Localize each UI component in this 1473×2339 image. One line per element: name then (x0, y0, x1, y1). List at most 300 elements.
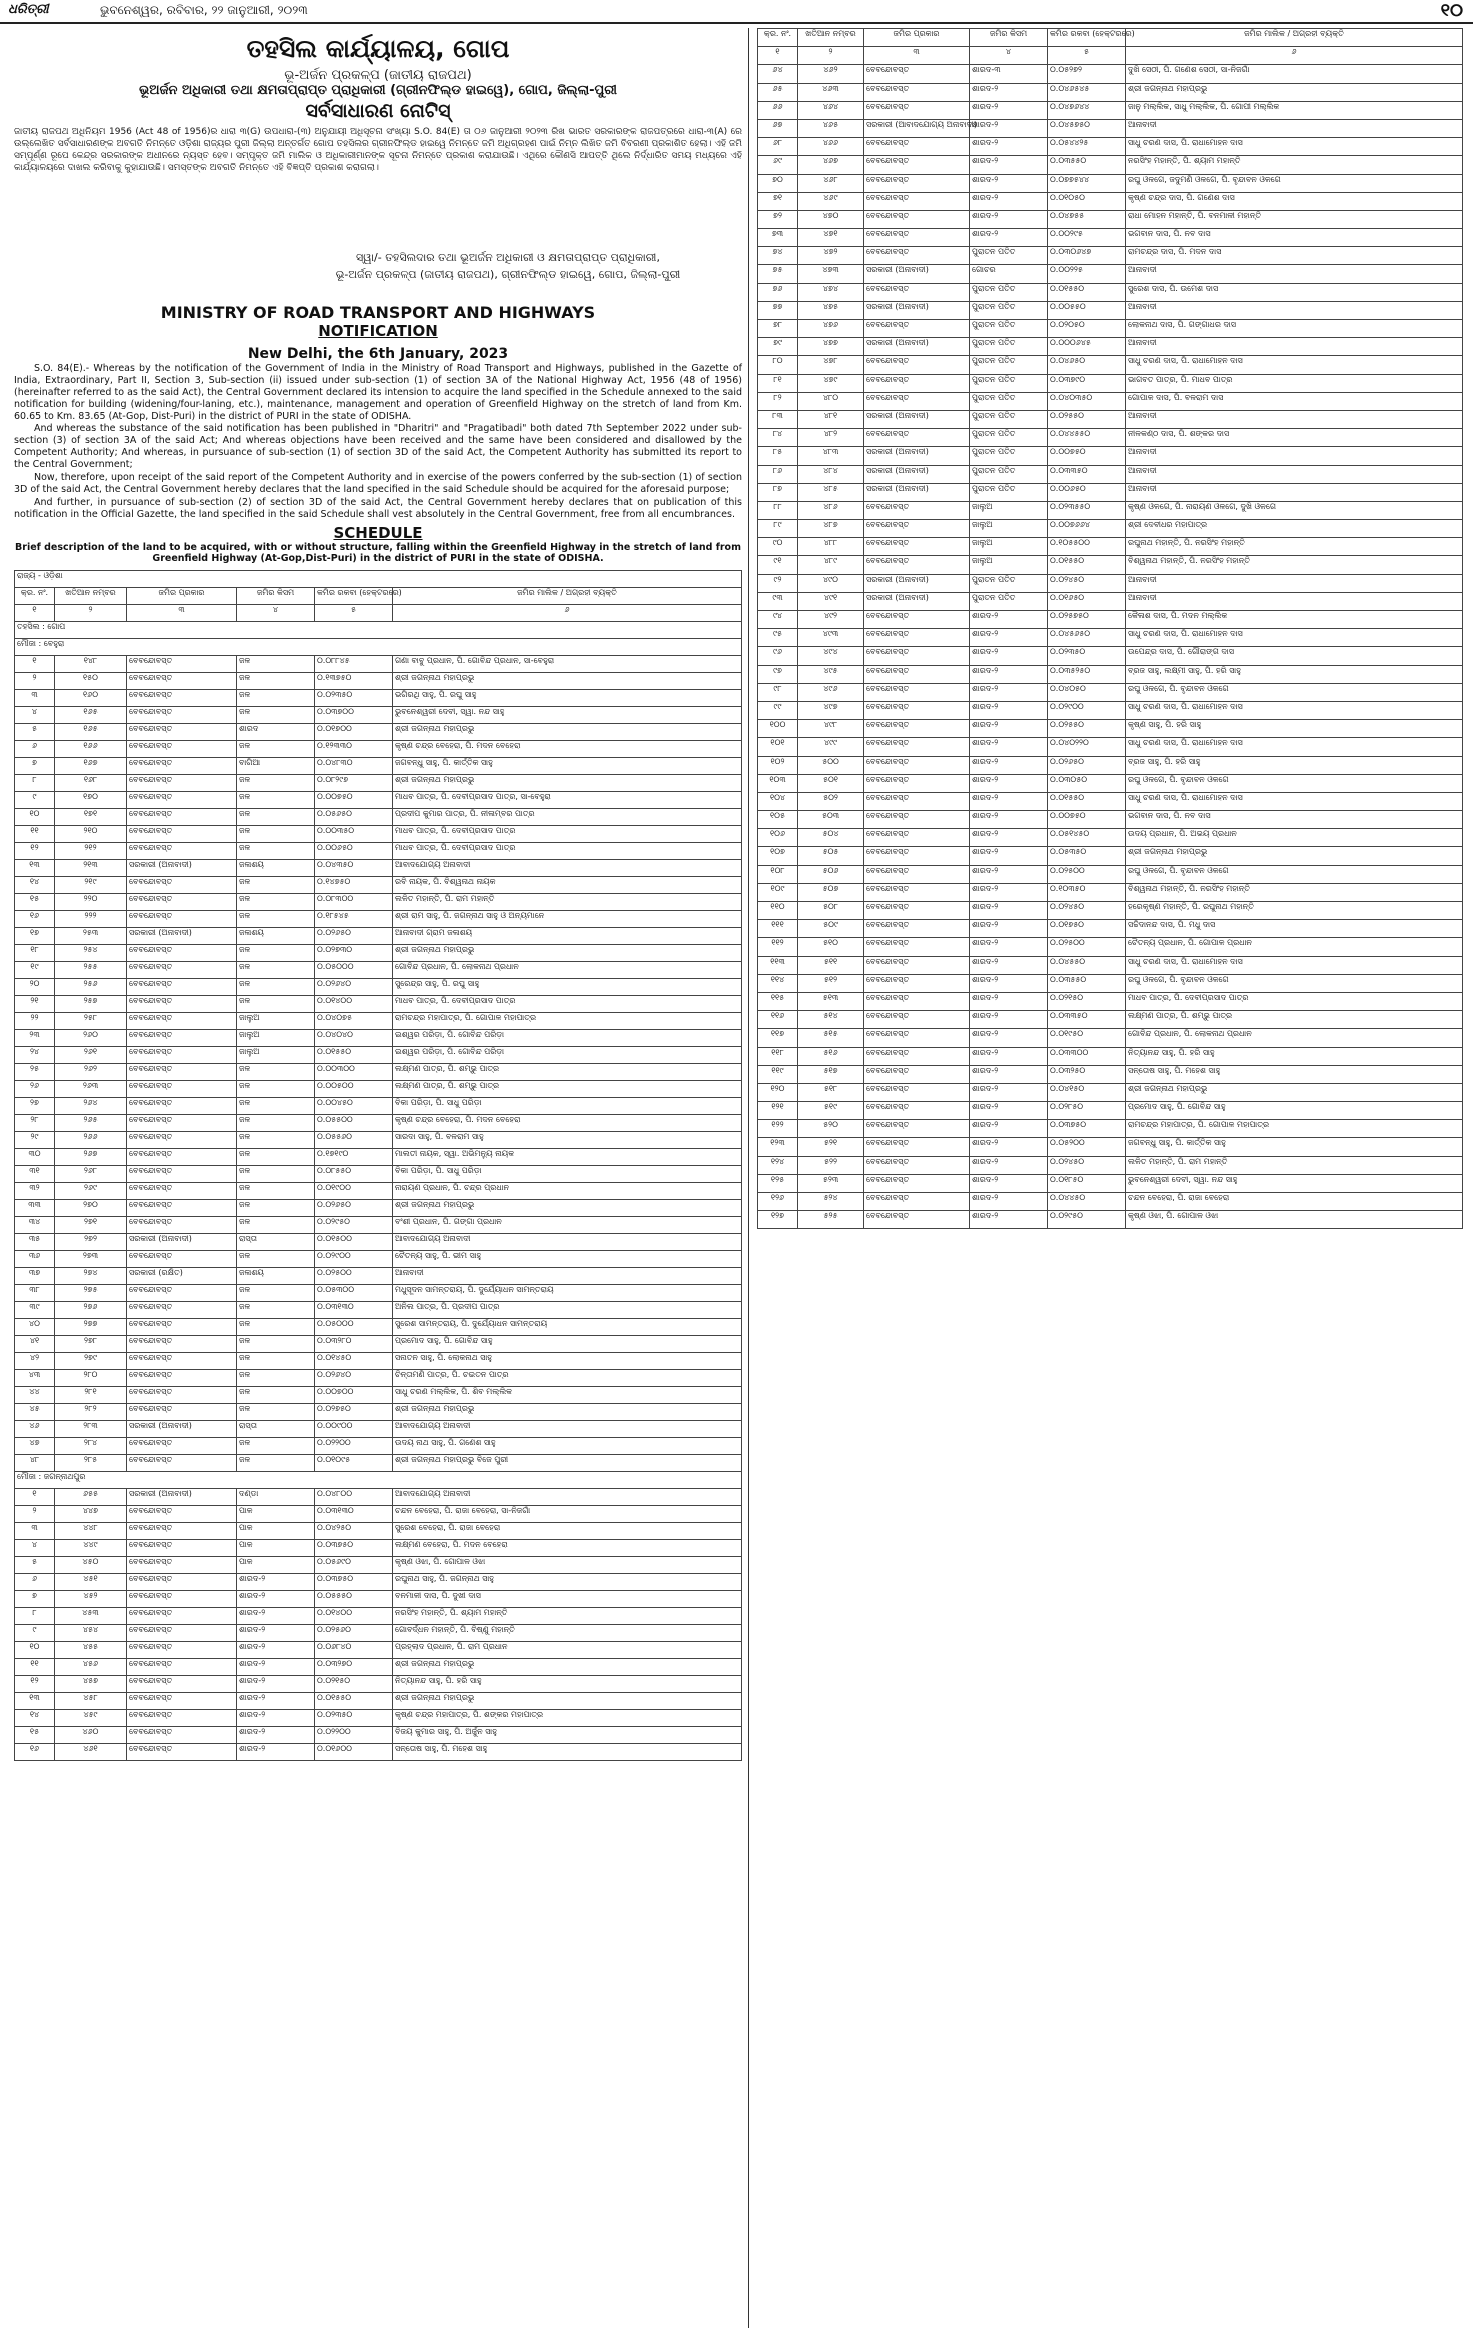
table-cell: ବେବନ୍ଦୋବସ୍ତ (127, 1676, 237, 1693)
table-row (15, 1166, 742, 1183)
table-cell: ବେବନ୍ଦୋବସ୍ତ (864, 756, 970, 774)
village-row (15, 639, 742, 656)
table-cell: ବେବନ୍ଦୋବସ୍ତ (127, 707, 237, 724)
table-cell: ଶାରଦ-୨ (970, 629, 1048, 647)
table-row (15, 1540, 742, 1557)
table-cell: ୪୧ (15, 1336, 55, 1353)
table-cell: ୫୧୨ (798, 974, 864, 992)
village-cell: ମୌଜା : ଜଗନ୍ନାଥପୁର (15, 1472, 742, 1489)
table-cell: ୧୬୬ (55, 741, 127, 758)
table-cell: ଜଳ (237, 911, 315, 928)
table-row (758, 1193, 1463, 1211)
table-cell: ଶାରଦ-୨ (970, 720, 1048, 738)
table-cell: ଶାରଦ-୩ (970, 65, 1048, 83)
table-cell: ୬ (15, 741, 55, 758)
table-cell: ଚନ୍ଦନ ବେହେରା, ପି. ରାଜା ବେହେରା (1126, 1193, 1463, 1211)
table-cell: ୬୬ (758, 101, 798, 119)
table-row (15, 1149, 742, 1166)
column-number: ୫ (1048, 47, 1126, 65)
table-cell: ବେବନ୍ଦୋବସ୍ତ (127, 1132, 237, 1149)
table-cell: ବ୍ରଜ ସାହୁ, ପି. ହରି ସାହୁ (1126, 756, 1463, 774)
table-row (758, 1102, 1463, 1120)
table-cell: ୦.୦୦୬୫୦ (315, 843, 393, 860)
table-row (758, 611, 1463, 629)
table-cell: ଲକ୍ଷ୍ମଣ ପାତ୍ର, ପି. ଶମ୍ଭୁ ପାତ୍ର (393, 1064, 742, 1081)
table-cell: ୫୧୫ (798, 1029, 864, 1047)
table-cell: ୦.୦୧୪୦୦ (315, 1608, 393, 1625)
tahasil-cell: ତହସିଲ : ଗୋପ (15, 622, 742, 639)
table-cell: ଉଦୟ ପ୍ରଧାନ, ପି. ଅଭୟ ପ୍ରଧାନ (1126, 829, 1463, 847)
table-row (15, 792, 742, 809)
table-cell: ସୁରେଶ ବେହେରା, ପି. ରାଜା ବେହେରା (393, 1523, 742, 1540)
table-row (758, 683, 1463, 701)
table-cell: ଆନାବାଦୀ (1126, 574, 1463, 592)
table-cell: ୨୨୦ (55, 894, 127, 911)
table-cell: ୨୨ (15, 1013, 55, 1030)
table-cell: ୧୭୦ (55, 792, 127, 809)
table-cell: ୦.୧୩୭୫୦ (315, 673, 393, 690)
table-cell: ବେବନ୍ଦୋବସ୍ତ (864, 210, 970, 228)
table-cell: ୧୭ (15, 928, 55, 945)
table-cell: ୦.୦୮୫୫୦ (315, 1166, 393, 1183)
table-cell: ବେବନ୍ଦୋବସ୍ତ (127, 1302, 237, 1319)
table-cell: ଭୁବନେଶ୍ୱରୀ ଦେବୀ, ସ୍ୱା. ନନ୍ଦ ସାହୁ (1126, 1174, 1463, 1192)
table-cell: ଜଳ (237, 707, 315, 724)
table-cell: ୮୧ (758, 374, 798, 392)
table-cell: ଚିନ୍ତାମଣି ପାତ୍ର, ପି. ଚଇତନ ପାତ୍ର (393, 1370, 742, 1387)
table-cell: ୫୧୯ (798, 1102, 864, 1120)
table-cell: ୨୬୮ (55, 1166, 127, 1183)
table-cell: ପୁରାତନ ପତିତ (970, 338, 1048, 356)
table-cell: ୨୫୫ (55, 962, 127, 979)
table-cell: ୭୨ (758, 210, 798, 228)
table-cell: ୧୯ (15, 962, 55, 979)
table-row (758, 992, 1463, 1010)
table-cell: ୦.୦୫୨୭୨ (1048, 65, 1126, 83)
table-cell: ୨୭୮ (55, 1336, 127, 1353)
table-cell: ଶାରଦ-୨ (970, 101, 1048, 119)
table-cell: ଭଗିରଥି ସାହୁ, ପି. ରଘୁ ସାହୁ (393, 690, 742, 707)
table-cell: ସାଧୁ ଚରଣ ଦାସ, ପି. ରାଧାମୋହନ ଦାସ (1126, 701, 1463, 719)
table-cell: ୫୨୦ (798, 1120, 864, 1138)
table-cell: ୧୬୫ (55, 707, 127, 724)
notice-title: ତହସିଲ କାର୍ଯ୍ୟାଳୟ, ଗୋପ (246, 34, 510, 63)
table-cell: ୪୬୮ (798, 174, 864, 192)
table-cell: ୦.୦୮୮୪୫ (315, 656, 393, 673)
table-row (15, 1098, 742, 1115)
table-cell: ଦଣ୍ଡା (237, 1489, 315, 1506)
table-cell: ଶାରଦ-୨ (970, 1029, 1048, 1047)
table-cell: ବେବନ୍ଦୋବସ୍ତ (127, 1574, 237, 1591)
table-cell: କୃଷ୍ଣ ଚନ୍ଦ୍ର ବେହେରା, ପି. ମଦନ ବେହେରା (393, 741, 742, 758)
table-cell: ୧୧୫ (758, 992, 798, 1010)
table-cell: ଲକ୍ଷ୍ମଣ ପାତ୍ର, ପି. ଶମ୍ଭୁ ପାତ୍ର (393, 1081, 742, 1098)
table-row (15, 1302, 742, 1319)
table-cell: ବେବନ୍ଦୋବସ୍ତ (864, 101, 970, 119)
table-row (15, 1047, 742, 1064)
table-row (15, 1591, 742, 1608)
table-cell: ୯୫ (758, 629, 798, 647)
table-cell: ୧୧ (15, 1659, 55, 1676)
table-cell: ୨୧୦ (55, 826, 127, 843)
table-cell: ଜଳାଶୟ (237, 1268, 315, 1285)
table-cell: ୪୦ (15, 1319, 55, 1336)
table-cell: ଜାଲୁଅ (970, 520, 1048, 538)
table-cell: ୦.୦୧୮୫୦ (1048, 1174, 1126, 1192)
table-cell: ବେବନ୍ଦୋବସ୍ତ (127, 979, 237, 996)
table-cell: ୫୦୮ (798, 902, 864, 920)
table-cell: ୦.୦୧୯୫୦ (1048, 1029, 1126, 1047)
table-cell: ବେବନ୍ଦୋବସ୍ତ (864, 738, 970, 756)
table-row (758, 556, 1463, 574)
table-cell: ୦.୦୮୨୯୭ (315, 775, 393, 792)
village-row (15, 1472, 742, 1489)
table-cell: ବେବନ୍ଦୋବସ୍ତ (127, 724, 237, 741)
english-paragraph-4: And further, in pursuance of sub-section (2) of section 3D of the said Act, the Central Government hereby declares that on publication of this notification in the Official Gazette, the land specified in the said Schedule shall vest absolutely in the Central Government, free from all encumbrances. (14, 496, 742, 520)
table-row (15, 877, 742, 894)
table-cell: ୯ (15, 792, 55, 809)
table-cell: ମାଧବ ପାତ୍ର, ପି. ଦେବୀପ୍ରସାଦ ପାତ୍ର (1126, 992, 1463, 1010)
table-cell: ୦.୦୬୮୪୦ (315, 1642, 393, 1659)
table-cell: ୫୨୨ (798, 1156, 864, 1174)
table-cell: ବେବନ୍ଦୋବସ୍ତ (864, 192, 970, 210)
table-cell: ୧୦୯ (758, 883, 798, 901)
table-cell: ୦.୦୦୭୫୦ (1048, 811, 1126, 829)
state-cell: ରାଜ୍ୟ - ଓଡ଼ିଶା (15, 571, 742, 588)
table-cell: ସରକାରୀ (ରକ୍ଷିତ) (127, 1268, 237, 1285)
table-cell: ୦.୦୨୯୦୦ (315, 1251, 393, 1268)
table-cell: ୨୯ (15, 1132, 55, 1149)
column-number: ୫ (315, 605, 393, 622)
table-cell: ସୁରେଶ ଦାସ, ପି. ଉମେଶ ଦାସ (1126, 283, 1463, 301)
table-row (15, 1727, 742, 1744)
table-cell: ୨୬୦ (55, 1030, 127, 1047)
table-cell: ୪୮୮ (798, 538, 864, 556)
table-cell: ୦.୦୪୮୦୦ (315, 1489, 393, 1506)
table-cell: ୪୯୧ (798, 592, 864, 610)
table-cell: ୪୭୩ (798, 265, 864, 283)
signature-line-2: ଭୂ-ଅର୍ଜନ ପ୍ରକଳ୍ପ (ଜାତୀୟ ରାଜପଥ), ଗ୍ରୀନଫିଲ୍ଡ ହାଇୱେ, ଗୋପ, ଜିଲ୍ଲା-ପୁରୀ (335, 267, 681, 281)
table-cell: ରଘୁନାଥ ମହାନ୍ତି, ପି. ନରସିଂହ ମହାନ୍ତି (1126, 538, 1463, 556)
table-row (758, 192, 1463, 210)
table-cell: ୩୩ (15, 1200, 55, 1217)
table-cell: ବେବନ୍ଦୋବସ୍ତ (127, 1557, 237, 1574)
table-row (758, 792, 1463, 810)
table-cell: ୧୬୮ (55, 775, 127, 792)
table-cell: ୫୦୬ (798, 865, 864, 883)
table-cell: ଆବାଦଯୋଗ୍ୟ ଅନାବାଦୀ (393, 1489, 742, 1506)
table-cell: ୦.୦୫୨୦୦ (1048, 1138, 1126, 1156)
schedule-title: SCHEDULE (333, 524, 423, 543)
table-cell: ୨୬୨ (55, 1064, 127, 1081)
table-cell: ଶାରଦ-୨ (970, 611, 1048, 629)
table-cell: ଶାରଦ-୨ (970, 647, 1048, 665)
table-cell: ବେବନ୍ଦୋବସ୍ତ (864, 1065, 970, 1083)
table-cell: ୭୪ (758, 247, 798, 265)
table-cell: ୫୦୦ (798, 756, 864, 774)
table-cell: ବେବନ୍ଦୋବସ୍ତ (864, 647, 970, 665)
table-cell: ୭୭ (758, 301, 798, 319)
table-cell: ୧ (15, 656, 55, 673)
table-cell: ସରକାରୀ (ଅନାବାଦୀ) (864, 574, 970, 592)
table-cell: ରଘୁନାଥ ସାହୁ, ପି. ଜଗନ୍ନାଥ ସାହୁ (393, 1574, 742, 1591)
table-cell: ବେବନ୍ଦୋବସ୍ତ (127, 1608, 237, 1625)
table-cell: ସାଧୁ ଚରଣ ଦାସ, ପି. ରାଧାମୋହନ ଦାସ (1126, 138, 1463, 156)
table-row (758, 174, 1463, 192)
table-cell: ବେବନ୍ଦୋବସ୍ତ (864, 65, 970, 83)
table-cell: ୧୨୩ (758, 1138, 798, 1156)
table-cell: ପୁରାତନ ପତିତ (970, 301, 1048, 319)
table-row (15, 1217, 742, 1234)
table-row (758, 501, 1463, 519)
table-cell: ୪୬୯ (798, 192, 864, 210)
table-cell: ପ୍ରମୋଦ ସାହୁ, ପି. ଗୋବିନ୍ଦ ସାହୁ (1126, 1102, 1463, 1120)
table-cell: ୦.୦୧୦୫୦ (1048, 192, 1126, 210)
table-row (758, 447, 1463, 465)
table-cell: ୬୯ (758, 156, 798, 174)
table-cell: ୧୦୭ (758, 847, 798, 865)
table-cell: ୪ (15, 707, 55, 724)
table-cell: ଗୋବିନ୍ଦ ପ୍ରଧାନ, ପି. ଲୋକନାଥ ପ୍ରଧାନ (1126, 1029, 1463, 1047)
table-cell: ଶ୍ରୀ ଜଗନ୍ନାଥ ମହାପ୍ରଭୁ ବିଜେ ପୁରୀ (393, 1455, 742, 1472)
table-cell: ପୁରାତନ ପତିତ (970, 447, 1048, 465)
table-cell: ଆନାବାଦୀ (393, 1268, 742, 1285)
table-cell: ୫୧୪ (798, 1011, 864, 1029)
table-cell: ୧୪ (15, 1710, 55, 1727)
table-cell: ୫୨୧ (798, 1138, 864, 1156)
table-cell: ୪୫୮ (55, 1693, 127, 1710)
publication-name: ଧରିତ୍ରୀ (8, 2, 49, 17)
table-row (758, 101, 1463, 119)
table-row (15, 1421, 742, 1438)
table-cell: ୦.୦୪୬୫୪୫ (1048, 83, 1126, 101)
table-cell: ୦.୦୨୩୫୫୦ (1048, 501, 1126, 519)
table-cell: ୮୪ (758, 429, 798, 447)
table-cell: ବେବନ୍ଦୋବସ୍ତ (127, 962, 237, 979)
table-row (758, 956, 1463, 974)
table-cell: ୦.୦୩୦୬୪୭ (1048, 247, 1126, 265)
table-cell: ୨୧୯ (55, 877, 127, 894)
table-cell: ୦.୦୦୩୦୦ (315, 1064, 393, 1081)
table-row (758, 738, 1463, 756)
table-cell: ଭଗବାନ ଦାସ, ପି. ନବ ଦାସ (1126, 811, 1463, 829)
table-row (758, 301, 1463, 319)
table-cell: ସାଧୁ ଚରଣ ଦାସ, ପି. ରାଧାମୋହନ ଦାସ (1126, 738, 1463, 756)
table-cell: ଶାରଦ-୨ (970, 683, 1048, 701)
table-cell: ବେବନ୍ଦୋବସ୍ତ (864, 392, 970, 410)
table-cell: ବେବନ୍ଦୋବସ୍ତ (127, 1251, 237, 1268)
table-cell: ୪୩ (15, 1370, 55, 1387)
table-cell: ୭୩ (758, 229, 798, 247)
table-row (15, 1251, 742, 1268)
table-cell: ସରକାରୀ (ଅନାବାଦୀ) (127, 928, 237, 945)
table-cell: ଦୁଖି ସେଠୀ, ପି. ଗଣେଶ ସେଠୀ, ସା-ନିଜଗାଁ (1126, 65, 1463, 83)
table-cell: ୪୪ (15, 1387, 55, 1404)
table-cell: ବେବନ୍ଦୋବସ୍ତ (127, 792, 237, 809)
header-cell: ଜମିର ପ୍ରକାର (127, 588, 237, 605)
table-cell: ବେବନ୍ଦୋବସ୍ତ (127, 690, 237, 707)
table-cell: ଜଳ (237, 1336, 315, 1353)
table-cell: ୦.୦୨୪୫୦ (1048, 1156, 1126, 1174)
table-cell: ଇଶ୍ୱର ପରିଡ଼ା, ପି. ଗୋବିନ୍ଦ ପରିଡ଼ା (393, 1047, 742, 1064)
table-cell: ବେବନ୍ଦୋବସ୍ତ (127, 877, 237, 894)
table-cell: ୦.୦୫୪୪୨୫ (1048, 138, 1126, 156)
table-cell: ସନ୍ତୋଷ ସାହୁ, ପି. ମହେଶ ସାହୁ (1126, 1065, 1463, 1083)
table-cell: ଜଳ (237, 1438, 315, 1455)
header-cell: କମିର ରକବା (ହେକ୍ଟରରେ) (315, 588, 393, 605)
table-cell: ୨୭ (15, 1098, 55, 1115)
table-cell: ପୁରାତନ ପତିତ (970, 283, 1048, 301)
table-cell: ସାରଦା ସାହୁ, ପି. ବଳରାମ ସାହୁ (393, 1132, 742, 1149)
table-cell: ୧୬ (15, 911, 55, 928)
table-cell: ବଂଶୀ ପ୍ରଧାନ, ପି. ଗଙ୍ଗା ପ୍ରଧାନ (393, 1217, 742, 1234)
table-cell: ୨୭୧ (55, 1217, 127, 1234)
table-cell: ଆନାବାଦୀ (1126, 447, 1463, 465)
table-cell: ବିକା ପରିଡ଼ା, ପି. ସାଧୁ ପରିଡ଼ା (393, 1166, 742, 1183)
table-cell: ୨୮ (15, 1115, 55, 1132)
table-row (758, 829, 1463, 847)
table-cell: ୦.୦୨୬୪୦ (315, 1370, 393, 1387)
table-cell: ଆନାବାଦୀ (1126, 301, 1463, 319)
table-row (15, 809, 742, 826)
column-number: ୧ (758, 47, 798, 65)
table-cell: ୦.୦୦୫୫୦ (1048, 301, 1126, 319)
table-cell: ୪୯୫ (798, 665, 864, 683)
table-row (758, 720, 1463, 738)
table-cell: ୦.୦୦୨୯୫ (1048, 229, 1126, 247)
table-row (15, 1659, 742, 1676)
table-cell: ୪୭୫ (798, 301, 864, 319)
table-cell: ୦.୦୪୪୫୫୦ (1048, 429, 1126, 447)
table-cell: ୧୧୧ (758, 920, 798, 938)
table-cell: ବେବନ୍ଦୋବସ୍ତ (864, 920, 970, 938)
table-row (758, 920, 1463, 938)
table-row (15, 1642, 742, 1659)
table-row (15, 1404, 742, 1421)
table-cell: ଜଳ (237, 1183, 315, 1200)
table-cell: ଶ୍ରୀ ଜଗନ୍ନାଥ ମହାପ୍ରଭୁ (393, 1693, 742, 1710)
table-cell: ୦.୦୨୭୩୦ (315, 945, 393, 962)
table-cell: ୧୫ (15, 1727, 55, 1744)
table-cell: ଜଳ (237, 877, 315, 894)
table-cell: ଶାରଦ-୨ (970, 229, 1048, 247)
table-cell: ୨୭୩ (55, 1251, 127, 1268)
table-row (15, 911, 742, 928)
table-cell: ପାଳ (237, 1523, 315, 1540)
table-cell: ୬୪ (758, 65, 798, 83)
table-cell: ୨ (15, 673, 55, 690)
table-cell: ସରକାରୀ (ଅନାବାଦୀ) (864, 301, 970, 319)
table-cell: କୃଷ୍ଣ ଓଳଗେ, ପି. ନାରାୟଣ ଓଳଗେ, ଦୁଖି ଓଳଗେ (1126, 501, 1463, 519)
table-row (758, 1083, 1463, 1101)
table-cell: ବେବନ୍ଦୋବସ୍ତ (127, 1438, 237, 1455)
table-cell: ୦.୦୦୩୫୦ (315, 826, 393, 843)
table-row (15, 673, 742, 690)
table-cell: ବେବନ୍ଦୋବସ୍ତ (127, 1659, 237, 1676)
table-cell: ୦.୦୨୦୫୦ (1048, 320, 1126, 338)
table-cell: ୭୬ (758, 283, 798, 301)
table-cell: ୬୫ (758, 83, 798, 101)
table-cell: ୧୧୦ (758, 902, 798, 920)
table-cell: ୧୨ (15, 843, 55, 860)
table-cell: ୧୬ (15, 1744, 55, 1761)
table-cell: ବେବନ୍ଦୋବସ୍ତ (864, 938, 970, 956)
table-cell: ୦.୦୦୫୦୦ (315, 1081, 393, 1098)
table-cell: ରାସ୍ତା (237, 1234, 315, 1251)
table-cell: ଶାରଦ-୨ (970, 956, 1048, 974)
table-row (15, 1574, 742, 1591)
table-cell: ବେବନ୍ଦୋବସ୍ତ (127, 826, 237, 843)
table-cell: ୪୪୮ (55, 1523, 127, 1540)
table-cell: ବେବନ୍ଦୋବସ୍ତ (864, 1138, 970, 1156)
table-cell: ୪୫୦ (55, 1557, 127, 1574)
table-cell: ବେବନ୍ଦୋବସ୍ତ (127, 1030, 237, 1047)
table-row (15, 775, 742, 792)
table-row (758, 774, 1463, 792)
table-cell: ୭୦ (758, 174, 798, 192)
table-cell: ସାଧୁ ଚରଣ ଦାସ, ପି. ରାଧାମୋହନ ଦାସ (1126, 356, 1463, 374)
table-cell: ବେବନ୍ଦୋବସ୍ତ (127, 1710, 237, 1727)
table-row (758, 847, 1463, 865)
table-cell: ୮ (15, 775, 55, 792)
table-cell: ୨୬୫ (55, 1115, 127, 1132)
table-cell: ବେବନ୍ଦୋବସ୍ତ (127, 1064, 237, 1081)
table-cell: ବେବନ୍ଦୋବସ୍ତ (127, 673, 237, 690)
table-cell: ୭୫ (758, 265, 798, 283)
table-cell: ୫୧୦ (798, 938, 864, 956)
header-cell: ଜମିର ପ୍ରକାର (864, 29, 970, 47)
table-cell: ଆବାଦଯୋଗ୍ୟ ଅନାବାଦୀ (393, 1421, 742, 1438)
table-cell: ୪୯୨ (798, 611, 864, 629)
table-row (15, 758, 742, 775)
table-cell: ୦.୦୪୦୨୨୦ (1048, 738, 1126, 756)
table-row (758, 1174, 1463, 1192)
table-cell: ୫୦୧ (798, 774, 864, 792)
table-cell: ରାସ୍ତା (237, 1421, 315, 1438)
table-cell: ୯୮ (758, 683, 798, 701)
table-cell: ବେବନ୍ଦୋବସ୍ତ (127, 1370, 237, 1387)
table-cell: ୪୮୧ (798, 410, 864, 428)
table-cell: ୫୧୧ (798, 956, 864, 974)
table-cell: ଜଳ (237, 1302, 315, 1319)
notice-authority: ଭୂଅର୍ଜନ ଅଧିକାରୀ ତଥା କ୍ଷମତାପ୍ରାପ୍ତ ପ୍ରାଧିକାରୀ (ଗ୍ରୀନଫିଲ୍ଡ ହାଇୱେ), ଗୋପ, ଜିଲ୍ଲା-ପୁରୀ (139, 83, 617, 98)
table-cell: ୩୫ (15, 1234, 55, 1251)
table-row (758, 429, 1463, 447)
table-cell: ୬୫୫ (55, 1489, 127, 1506)
table-row (15, 996, 742, 1013)
table-cell: ମାଧବ ପାତ୍ର, ପି. ଦେବୀପ୍ରସାଦ ପାତ୍ର, ସା-ବେହୁରା (393, 792, 742, 809)
table-row (758, 520, 1463, 538)
notification-date: New Delhi, the 6th January, 2023 (247, 346, 509, 362)
table-row (15, 1234, 742, 1251)
table-cell: ବେବନ୍ଦୋବସ୍ତ (127, 1387, 237, 1404)
table-row (758, 865, 1463, 883)
table-cell: କୃଷ୍ଣ ଚନ୍ଦ୍ର ବେହେରା, ପି. ମଦନ ବେହେରା (393, 1115, 742, 1132)
table-cell: ଶାରଦ-୨ (970, 811, 1048, 829)
table-row (758, 665, 1463, 683)
table-cell: ୮୩ (758, 410, 798, 428)
table-cell: ଶାରଦ-୨ (237, 1744, 315, 1761)
table-cell: ୦.୦୧୫୦୦ (315, 1234, 393, 1251)
table-cell: ୨୬୩ (55, 1081, 127, 1098)
table-row (758, 1029, 1463, 1047)
table-cell: ୪୪୯ (55, 1540, 127, 1557)
table-cell: ୦.୦୩୭୫୦ (315, 1540, 393, 1557)
table-cell: ଶ୍ରୀ ଜଗନ୍ନାଥ ମହାପ୍ରଭୁ (1126, 847, 1463, 865)
table-cell: ଶାରଦ-୨ (970, 1174, 1048, 1192)
table-row (15, 1268, 742, 1285)
table-cell: ୯୪ (758, 611, 798, 629)
